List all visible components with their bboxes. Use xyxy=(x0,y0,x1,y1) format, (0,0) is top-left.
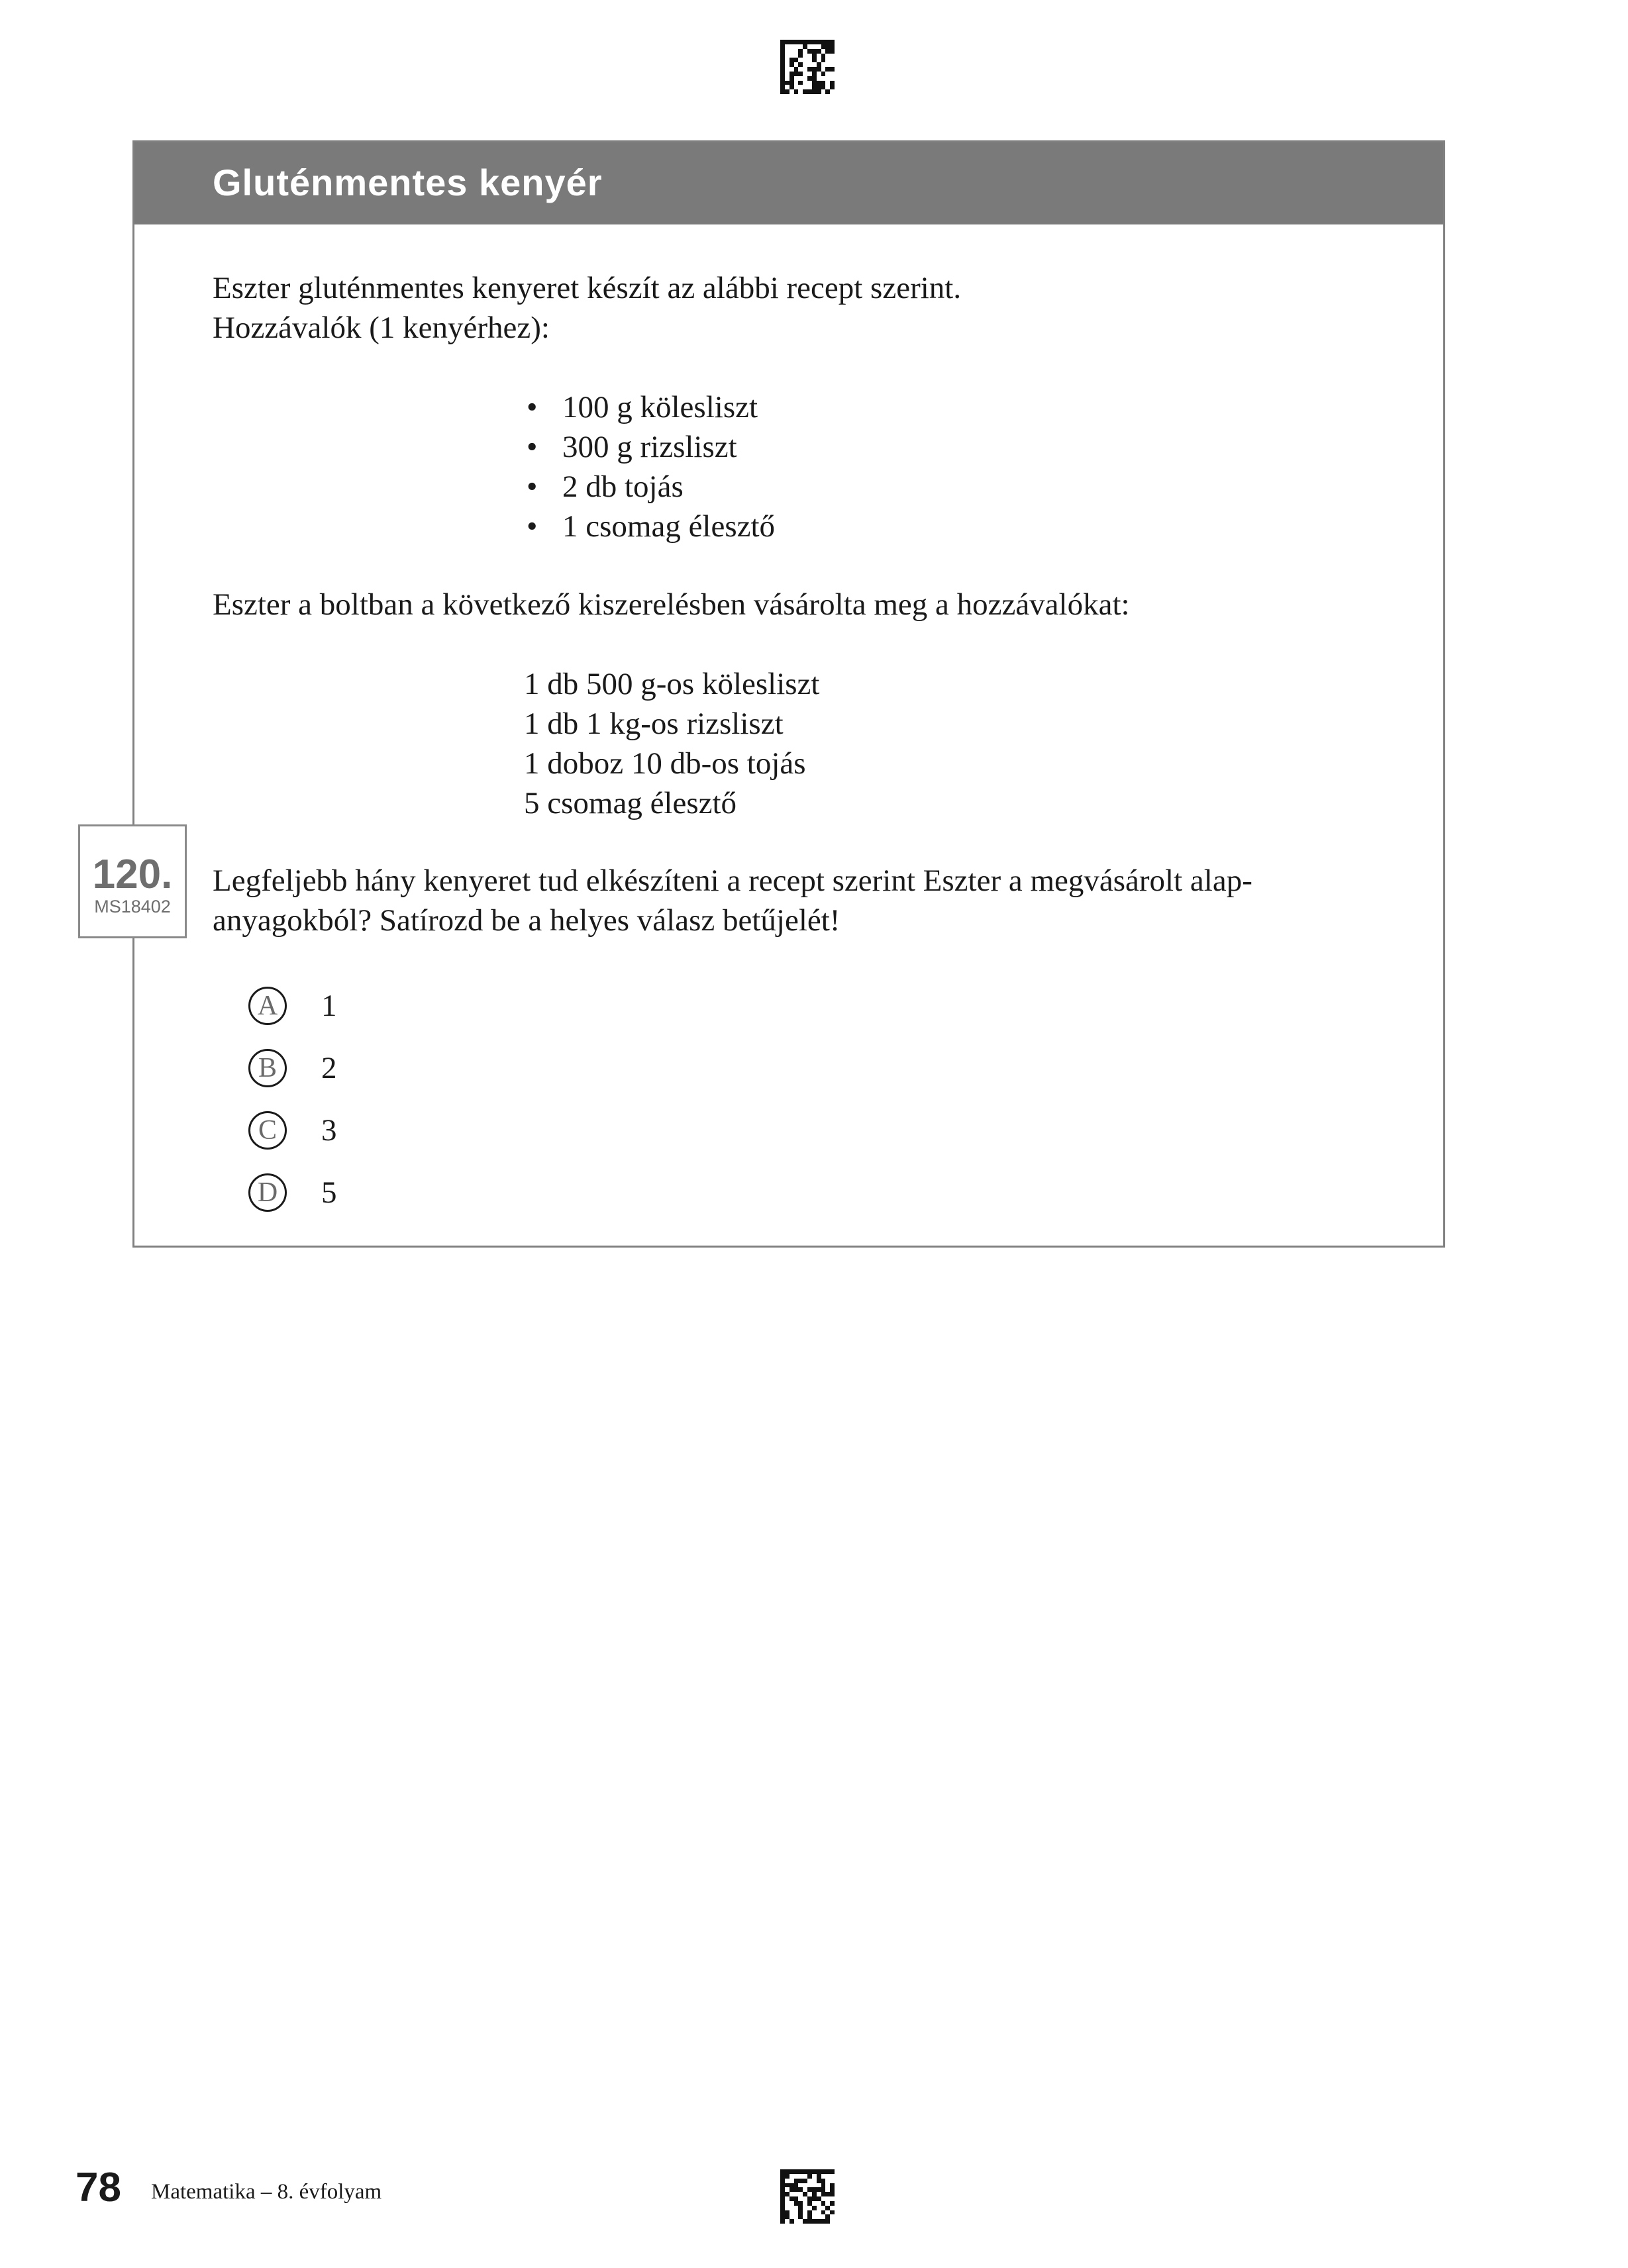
option-b[interactable] xyxy=(248,1037,337,1099)
option-d-value: 5 xyxy=(321,1175,337,1210)
bullet-icon: • xyxy=(527,509,538,544)
bullet-icon: • xyxy=(527,390,538,424)
option-b-value: 2 xyxy=(321,1051,337,1085)
page-number: 78 xyxy=(76,2165,121,2210)
task-title: Gluténmentes kenyér xyxy=(213,162,603,203)
list-item: 1 db 1 kg-os rizsliszt xyxy=(524,707,784,741)
list-item: 1 db 500 g-os kölesliszt xyxy=(524,667,820,701)
bullet-icon: • xyxy=(527,469,538,504)
top-barcode xyxy=(780,40,835,94)
question-line-1: Legfeljebb hány kenyeret tud elkészíteni a recept szerint Eszter a megvásárolt alap- xyxy=(213,863,1252,898)
option-d[interactable] xyxy=(248,1161,337,1224)
option-c-bubble[interactable]: C xyxy=(248,1111,287,1150)
option-a-bubble[interactable]: A xyxy=(248,987,287,1025)
list-item: • 100 g kölesliszt xyxy=(524,387,775,427)
list-item: 1 doboz 10 db-os tojás xyxy=(524,746,806,781)
option-a[interactable] xyxy=(248,975,337,1037)
list-item: • 1 csomag élesztő xyxy=(524,507,775,546)
option-c-value: 3 xyxy=(321,1113,337,1148)
option-c[interactable] xyxy=(248,1099,337,1161)
bottom-barcode xyxy=(780,2169,835,2224)
bullet-icon: • xyxy=(527,430,538,464)
option-b-bubble[interactable]: B xyxy=(248,1049,287,1087)
list-item: • 300 g rizsliszt xyxy=(524,427,775,467)
list-item: • 2 db tojás xyxy=(524,467,775,507)
task-header xyxy=(134,142,1443,224)
option-d-bubble[interactable]: D xyxy=(248,1173,287,1212)
task-number-box xyxy=(78,824,187,938)
purchase-list xyxy=(524,664,819,823)
task-number: 120. xyxy=(92,852,173,897)
question-line-2: anyagokból? Satírozd be a helyes válasz betűjelét! xyxy=(213,903,840,938)
ingredient-list xyxy=(524,387,775,546)
purchase-intro: Eszter a boltban a következő kiszerelésben vásárolta meg a hozzávalókat: xyxy=(213,587,1130,622)
task-code: MS18402 xyxy=(94,897,171,916)
intro-line-2: Hozzávalók (1 kenyérhez): xyxy=(213,311,550,345)
option-a-value: 1 xyxy=(321,989,337,1023)
footer-subject: Matematika – 8. évfolyam xyxy=(151,2180,382,2204)
list-item: 5 csomag élesztő xyxy=(524,786,737,820)
answer-options xyxy=(248,975,337,1224)
intro-line-1: Eszter gluténmentes kenyeret készít az alábbi recept szerint. xyxy=(213,271,962,305)
